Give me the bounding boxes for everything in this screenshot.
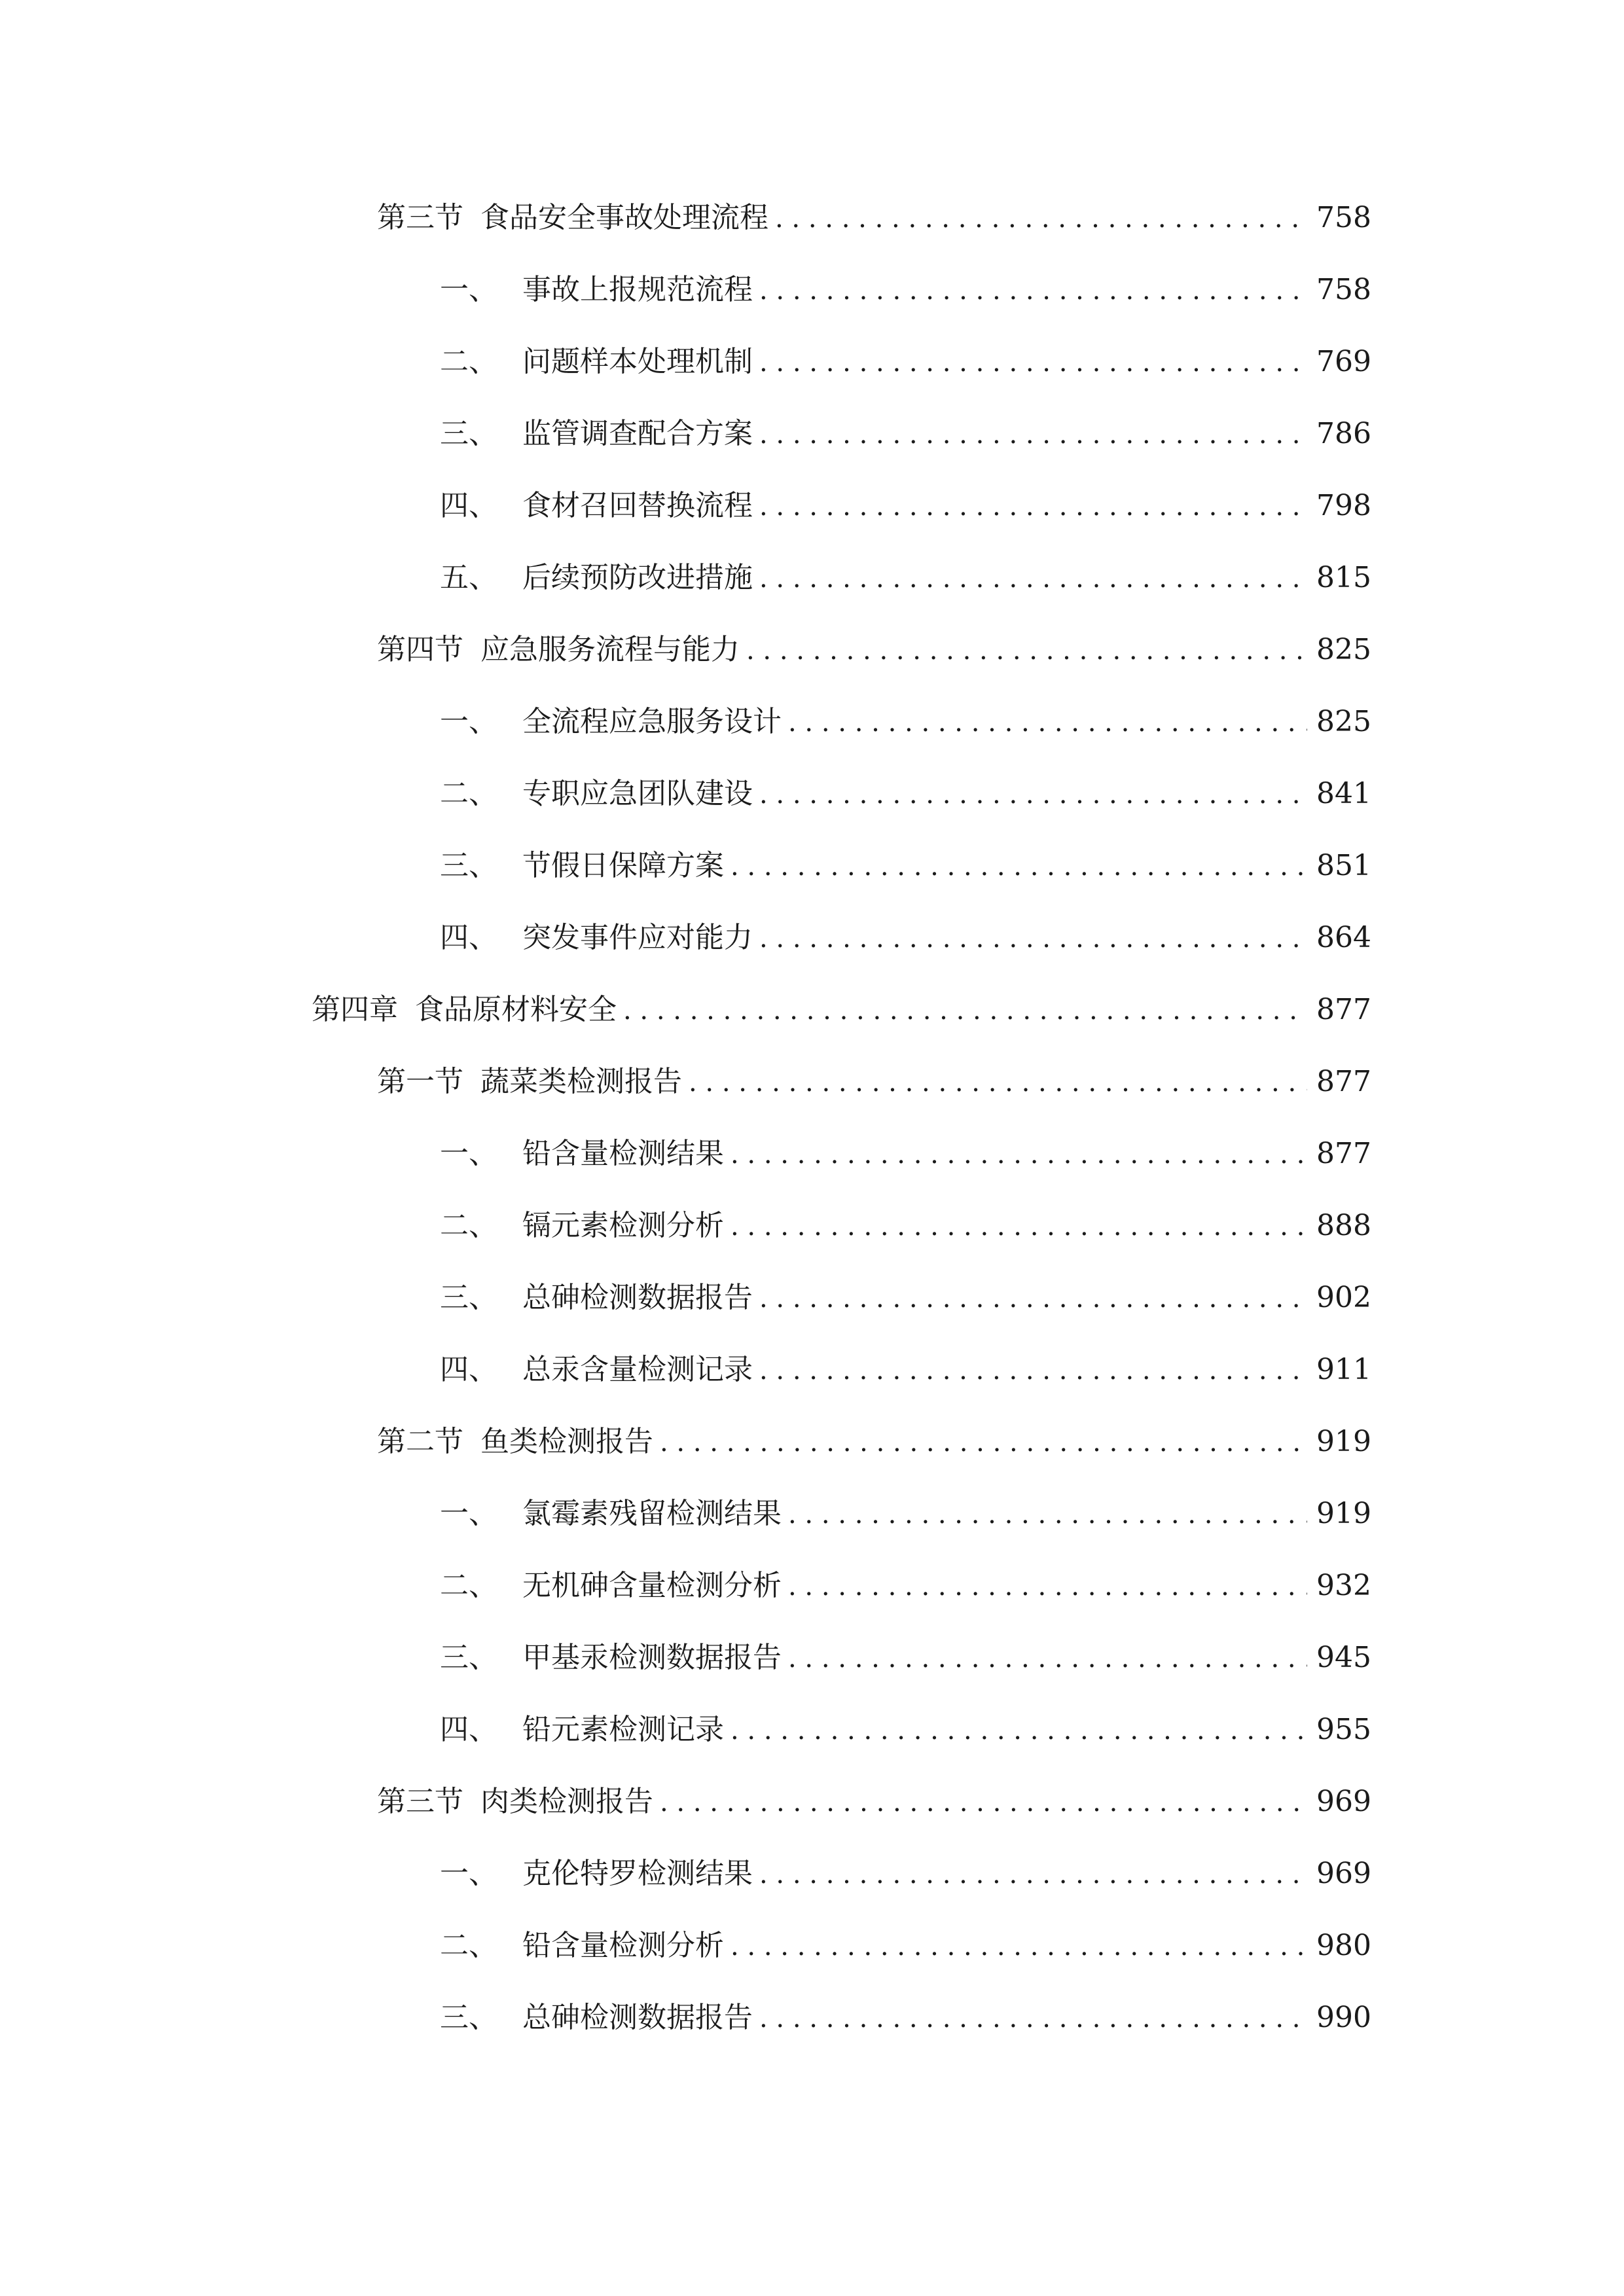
toc-entry-section[interactable] [377, 1779, 1371, 1825]
toc-entry-title: 后续预防改进措施 [522, 561, 753, 594]
toc-entry-title: 克伦特罗检测结果 [522, 1857, 753, 1890]
toc-entry-title: 食品安全事故处理流程 [480, 201, 768, 234]
toc-entry-item[interactable] [440, 411, 1371, 457]
toc-entry-prefix: 第四节 [377, 633, 463, 666]
toc-entry-title: 蔬菜类检测报告 [480, 1065, 682, 1098]
toc-entry-prefix: 四、 [440, 1713, 497, 1746]
toc-entry-prefix: 一、 [440, 1497, 497, 1530]
dot-leader [788, 1492, 1307, 1537]
toc-entry-item[interactable] [440, 843, 1371, 889]
toc-entry-page: 851 [1316, 849, 1371, 882]
toc-entry-prefix: 四、 [440, 489, 497, 522]
toc-entry-title: 氯霉素残留检测结果 [522, 1497, 782, 1530]
toc-entry-title: 问题样本处理机制 [522, 345, 753, 378]
dot-leader [731, 1924, 1307, 1969]
toc-entry-page: 945 [1316, 1641, 1371, 1674]
toc-entry-item[interactable] [440, 1635, 1371, 1681]
dot-leader [660, 1780, 1307, 1825]
dot-leader [746, 628, 1307, 673]
toc-entry-prefix: 三、 [440, 2001, 497, 2034]
toc-entry-page: 815 [1316, 561, 1371, 594]
toc-entry-page: 911 [1316, 1353, 1371, 1386]
toc-entry-prefix: 二、 [440, 345, 497, 378]
toc-entry-prefix: 二、 [440, 1569, 497, 1602]
toc-entry-page: 969 [1316, 1785, 1371, 1818]
toc-entry-page: 919 [1316, 1425, 1371, 1458]
toc-entry-page: 758 [1316, 273, 1371, 306]
toc-entry-prefix: 四、 [440, 1353, 497, 1386]
dot-leader [731, 1204, 1307, 1249]
toc-entry-item[interactable] [440, 1851, 1371, 1897]
toc-entry-title: 节假日保障方案 [522, 849, 724, 882]
toc-entry-title: 总砷检测数据报告 [522, 1281, 753, 1314]
dot-leader [759, 916, 1307, 961]
dot-leader [689, 1060, 1307, 1105]
dot-leader [759, 1348, 1307, 1393]
toc-entry-item[interactable] [440, 1275, 1371, 1321]
dot-leader [788, 1636, 1307, 1681]
toc-entry-page: 841 [1316, 777, 1371, 810]
dot-leader [759, 556, 1307, 601]
toc-entry-page: 902 [1316, 1281, 1371, 1314]
toc-entry-prefix: 第四章 [312, 993, 398, 1026]
toc-entry-prefix: 四、 [440, 921, 497, 954]
toc-entry-page: 877 [1316, 1137, 1371, 1170]
dot-leader [731, 1708, 1307, 1753]
toc-entry-prefix: 二、 [440, 1929, 497, 1962]
toc-entry-page: 825 [1316, 705, 1371, 738]
toc-entry-title: 甲基汞检测数据报告 [522, 1641, 782, 1674]
toc-entry-title: 铅元素检测记录 [522, 1713, 724, 1746]
toc-entry-page: 955 [1316, 1713, 1371, 1746]
toc-entry-title: 肉类检测报告 [480, 1785, 653, 1818]
toc-entry-item[interactable] [440, 267, 1371, 313]
toc-entry-page: 980 [1316, 1929, 1371, 1962]
toc-entry-item[interactable] [440, 483, 1371, 529]
dot-leader [788, 700, 1307, 745]
toc-entry-item[interactable] [440, 1563, 1371, 1609]
toc-entry-prefix: 一、 [440, 273, 497, 306]
dot-leader [731, 844, 1307, 889]
toc-entry-item[interactable] [440, 1995, 1371, 2041]
toc-entry-prefix: 三、 [440, 1281, 497, 1314]
toc-entry-page: 969 [1316, 1857, 1371, 1890]
toc-entry-section[interactable] [377, 627, 1371, 673]
toc-entry-prefix: 一、 [440, 1857, 497, 1890]
toc-entry-page: 932 [1316, 1569, 1371, 1602]
toc-entry-page: 919 [1316, 1497, 1371, 1530]
toc-entry-item[interactable] [440, 1923, 1371, 1969]
toc-entry-title: 食品原材料安全 [415, 993, 617, 1026]
toc-entry-title: 总汞含量检测记录 [522, 1353, 753, 1386]
toc-entry-prefix: 三、 [440, 849, 497, 882]
toc-entry-item[interactable] [440, 915, 1371, 961]
toc-entry-prefix: 五、 [440, 561, 497, 594]
dot-leader [660, 1420, 1307, 1465]
toc-entry-page: 877 [1316, 1065, 1371, 1098]
toc-entry-section[interactable] [377, 195, 1371, 241]
dot-leader [731, 1132, 1307, 1177]
toc-entry-title: 食材召回替换流程 [522, 489, 753, 522]
toc-entry-prefix: 第三节 [377, 201, 463, 234]
toc-entry-title: 镉元素检测分析 [522, 1209, 724, 1242]
toc-entry-page: 758 [1316, 201, 1371, 234]
toc-entry-prefix: 第二节 [377, 1425, 463, 1458]
toc-entry-item[interactable] [440, 1203, 1371, 1249]
toc-entry-item[interactable] [440, 1707, 1371, 1753]
toc-entry-item[interactable] [440, 555, 1371, 601]
toc-entry-prefix: 二、 [440, 777, 497, 810]
toc-entry-prefix: 一、 [440, 705, 497, 738]
toc-entry-page: 877 [1316, 993, 1371, 1026]
toc-entry-page: 864 [1316, 921, 1371, 954]
toc-entry-item[interactable] [440, 1131, 1371, 1177]
toc-entry-title: 无机砷含量检测分析 [522, 1569, 782, 1602]
dot-leader [759, 412, 1307, 457]
dot-leader [759, 340, 1307, 386]
toc-entry-title: 应急服务流程与能力 [480, 633, 740, 666]
toc-entry-prefix: 三、 [440, 1641, 497, 1674]
dot-leader [759, 772, 1307, 817]
dot-leader [759, 268, 1307, 314]
toc-entry-item[interactable] [440, 699, 1371, 745]
toc-entry-title: 专职应急团队建设 [522, 777, 753, 810]
toc-entry-prefix: 一、 [440, 1137, 497, 1170]
dot-leader [623, 988, 1307, 1033]
toc-entry-page: 798 [1316, 489, 1371, 522]
toc-entry-prefix: 第一节 [377, 1065, 463, 1098]
toc-entry-title: 铅含量检测结果 [522, 1137, 724, 1170]
toc-entry-title: 事故上报规范流程 [522, 273, 753, 306]
toc-entry-prefix: 第三节 [377, 1785, 463, 1818]
toc-entry-chapter[interactable] [312, 987, 1371, 1033]
toc-entry-title: 突发事件应对能力 [522, 921, 753, 954]
toc-entry-section[interactable] [377, 1419, 1371, 1465]
toc-entry-item[interactable] [440, 1491, 1371, 1537]
dot-leader [759, 1996, 1307, 2041]
toc-entry-item[interactable] [440, 339, 1371, 385]
dot-leader [775, 196, 1307, 242]
dot-leader [759, 484, 1307, 529]
toc-entry-title: 监管调查配合方案 [522, 417, 753, 450]
toc-entry-page: 786 [1316, 417, 1371, 450]
toc-entry-title: 总砷检测数据报告 [522, 2001, 753, 2034]
toc-entry-page: 769 [1316, 345, 1371, 378]
toc-entry-title: 铅含量检测分析 [522, 1929, 724, 1962]
toc-entry-page: 990 [1316, 2001, 1371, 2034]
dot-leader [788, 1564, 1307, 1609]
toc-entry-item[interactable] [440, 1347, 1371, 1393]
toc-entry-prefix: 二、 [440, 1209, 497, 1242]
toc-entry-prefix: 三、 [440, 417, 497, 450]
dot-leader [759, 1276, 1307, 1321]
toc-entry-page: 825 [1316, 633, 1371, 666]
dot-leader [759, 1852, 1307, 1897]
toc-entry-section[interactable] [377, 1059, 1371, 1105]
toc-entry-title: 全流程应急服务设计 [522, 705, 782, 738]
toc-entry-title: 鱼类检测报告 [480, 1425, 653, 1458]
toc-entry-page: 888 [1316, 1209, 1371, 1242]
toc-entry-item[interactable] [440, 771, 1371, 817]
